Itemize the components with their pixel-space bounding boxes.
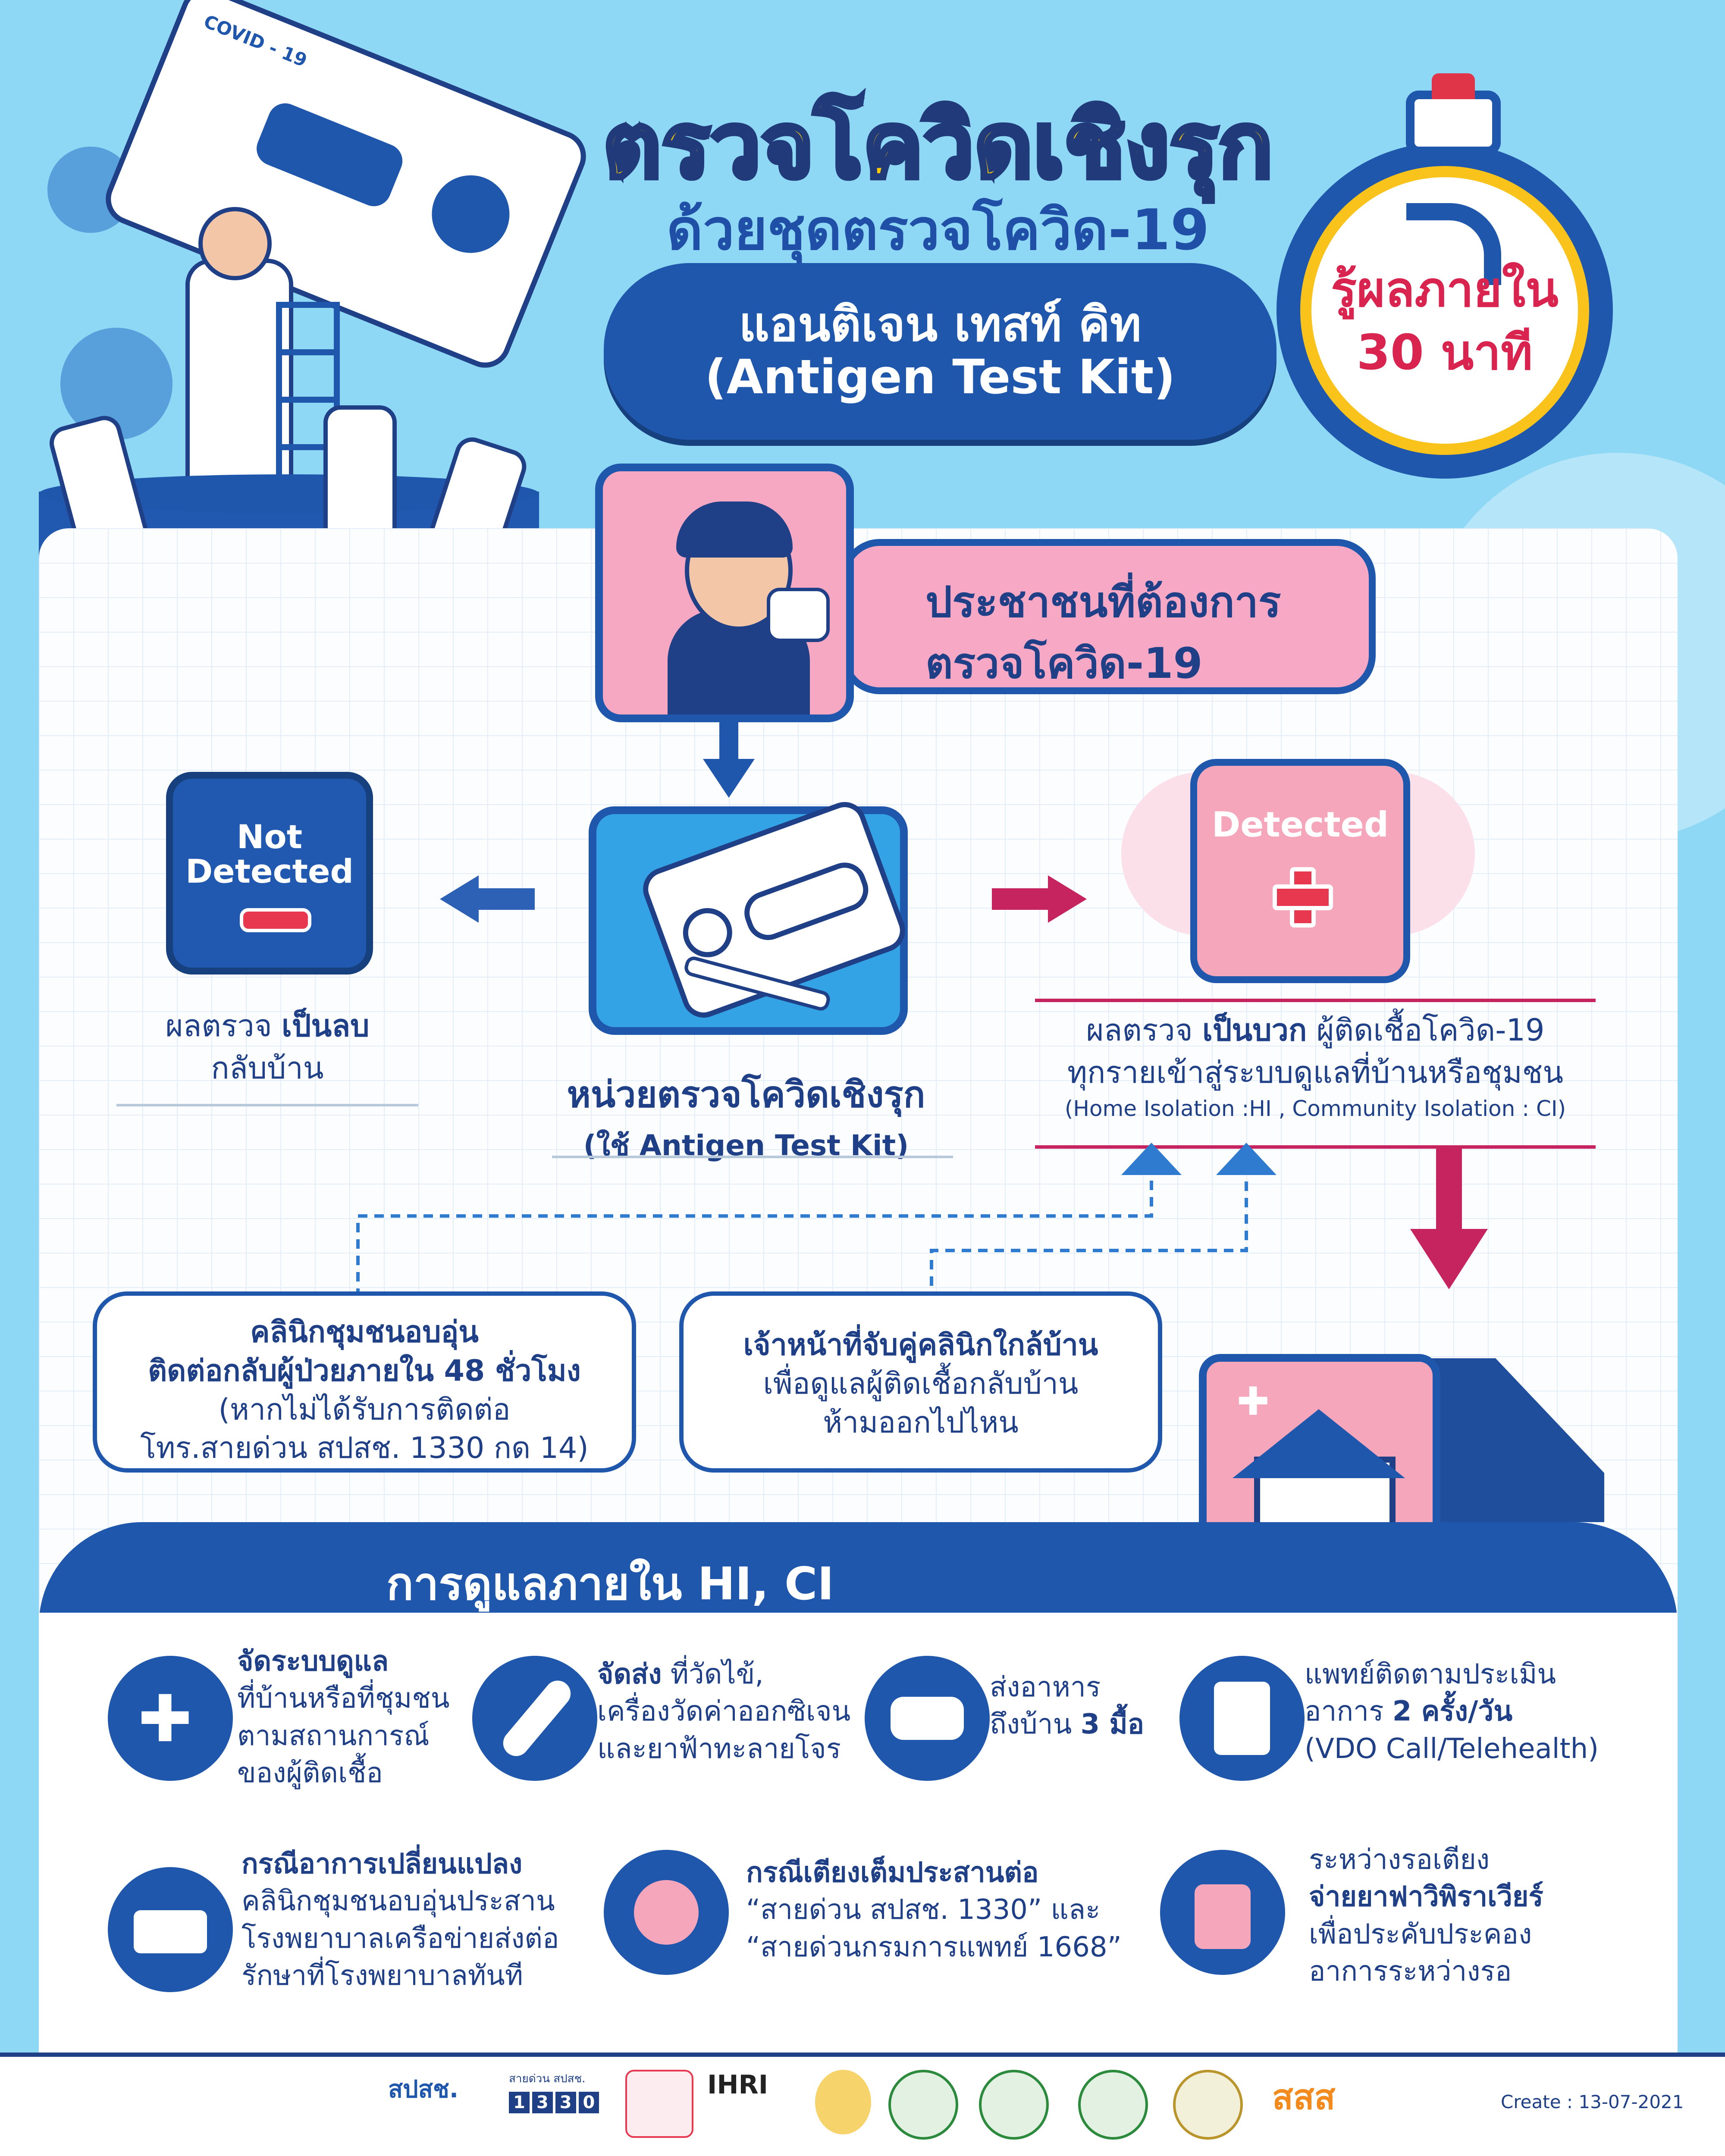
result-time-line1: รู้ผลภายใน [1330, 262, 1559, 318]
doctor-illustration [30, 10, 569, 608]
care-item-5 [242, 1846, 595, 1995]
seal-logo [979, 2070, 1049, 2140]
care-item-3 [990, 1669, 1188, 1743]
result-time [1276, 259, 1613, 384]
detected-card [1190, 759, 1410, 983]
kit-name-thai: แอนติเจน เทสท์ คิท [739, 297, 1142, 352]
care-item-1-line2: ตามสถานการณ์ [237, 1720, 430, 1752]
seal-logo [1173, 2070, 1243, 2140]
positive-line3: (Home Isolation :HI , Community Isolation : CI) [1064, 1096, 1566, 1121]
arrow-right-icon [992, 875, 1087, 923]
clinic-line1: คลินิกชุมชนอบอุ่น [250, 1315, 479, 1349]
thermometer-icon [472, 1656, 597, 1781]
matching-line3: ห้ามออกไปไหน [823, 1405, 1019, 1440]
clinic-matching-bubble [679, 1291, 1162, 1473]
hotline-logo [509, 2070, 608, 2134]
matching-line2: เพื่อดูแลผู้ติดเชื้อกลับบ้าน [763, 1366, 1079, 1401]
clinic-callback-bubble [93, 1291, 636, 1473]
hotline-digit: 3 [532, 2092, 553, 2113]
arrow-down-icon [703, 716, 755, 798]
care-item-3-line1 [990, 1706, 1188, 1743]
result-time-line2: 30 นาที [1356, 324, 1533, 381]
result-window [251, 98, 408, 212]
doctor-head [198, 207, 272, 280]
care-item-7-lead: ระหว่างรอเตียง [1309, 1844, 1490, 1876]
care-item-2-bold: จัดส่ง [597, 1658, 662, 1690]
care-item-5-bold: กรณีอาการเปลี่ยนแปลง [242, 1848, 523, 1880]
video-call-icon [1179, 1656, 1305, 1781]
positive-result [1005, 1009, 1626, 1124]
nhso-logo [388, 2070, 487, 2134]
positive-result-prefix: ผลตรวจ [1086, 1012, 1202, 1048]
care-item-3-bold: 3 มื้อ [1080, 1708, 1145, 1741]
negative-result-bold: เป็นลบ [282, 1008, 370, 1044]
care-item-4-line2: (VDO Call/Telehealth) [1305, 1733, 1599, 1765]
ihri-logo [707, 2070, 806, 2134]
medical-cross-icon: ✚ [108, 1656, 233, 1781]
stopwatch-timer [1276, 142, 1613, 479]
testing-unit-sub: (ใช้ Antigen Test Kit) [583, 1129, 909, 1162]
clinic-line2: ติดต่อกลับผู้ป่วยภายใน 48 ชั่วโมง [148, 1354, 581, 1388]
care-item-7 [1309, 1841, 1637, 1990]
negative-result [116, 1005, 418, 1089]
seal-logo [1078, 2070, 1148, 2140]
care-item-3-line: ถึงบ้าน [990, 1708, 1081, 1741]
care-item-4-bold: 2 ครั้ง/วัน [1392, 1695, 1513, 1728]
positive-line2: ทุกรายเข้าสู่ระบบดูแลที่บ้านหรือชุมชน [1067, 1055, 1564, 1090]
person-hair [676, 501, 793, 558]
thaihealth-logo-text: สสส [1272, 2077, 1336, 2117]
care-item-7-bold: จ่ายยาฟาวิพิราเวียร์ [1309, 1881, 1543, 1913]
seal-logo [888, 2070, 958, 2140]
clinic-matching-text [684, 1326, 1158, 1442]
arrow-left-icon [440, 875, 535, 923]
positive-result-bold: เป็นบวก [1202, 1012, 1307, 1048]
clinic-logo [625, 2070, 693, 2138]
care-item-1-line3: ของผู้ติดเชื้อ [237, 1757, 383, 1789]
care-item-4-pre: อาการ [1305, 1695, 1393, 1728]
care-item-5-line3: รักษาที่โรงพยาบาลทันที [242, 1960, 523, 1992]
divider [116, 1104, 418, 1106]
ambulance-icon [108, 1867, 233, 1992]
negative-result-prefix: ผลตรวจ [165, 1008, 282, 1044]
medicine-bottle-icon [1160, 1850, 1285, 1975]
care-item-5-line2: โรงพยาบาลเครือข่ายส่งต่อ [242, 1922, 559, 1955]
start-label-box [841, 539, 1376, 694]
create-date: Create : 13-07-2021 [1501, 2091, 1684, 2112]
care-section-header [39, 1522, 1678, 1626]
thaihealth-logo [1272, 2070, 1371, 2134]
care-item-6-line2: “สายด่วนกรมการแพทย์ 1668” [746, 1931, 1122, 1963]
care-item-6-line1: “สายด่วน สปสช. 1330” และ [746, 1894, 1101, 1926]
positive-cross-icon [1273, 867, 1333, 928]
food-box-icon [865, 1656, 990, 1781]
test-label: COVID - 19 [201, 10, 310, 72]
stopwatch-knob [1406, 91, 1501, 155]
negative-line-icon [240, 908, 311, 932]
negative-action: กลับบ้าน [211, 1050, 324, 1086]
start-label-line1: ประชาชนที่ต้องการ [925, 578, 1281, 627]
kit-name-english: (Antigen Test Kit) [705, 349, 1176, 404]
ihri-logo-text: IHRI [707, 2070, 768, 2100]
negative-result-line [116, 1005, 418, 1047]
antigen-kit-image [589, 806, 908, 1035]
care-item-2 [597, 1656, 865, 1767]
care-item-2-line1: เครื่องวัดค่าออกซิเจน [597, 1695, 851, 1728]
arrow-down-red-icon [1410, 1147, 1488, 1289]
matching-line1: เจ้าหน้าที่จับคู่คลินิกใกล้บ้าน [743, 1328, 1098, 1362]
hotline-digits [509, 2092, 608, 2113]
nhso-logo-text: สปสช. [388, 2075, 459, 2103]
subtitle: ด้วยชุดตรวจโควิด-19 [666, 197, 1210, 263]
testing-unit-title: หน่วยตรวจโควิดเชิงรุก [567, 1073, 925, 1116]
care-item-6 [746, 1854, 1169, 1966]
care-item-2-line2: และยาฟ้าทะลายโจร [597, 1733, 841, 1765]
result-window-icon [738, 856, 874, 946]
care-item-1-line1: ที่บ้านหรือที่ชุมชน [237, 1683, 450, 1715]
clinic-callback-text [97, 1313, 632, 1468]
care-item-4-line1 [1305, 1693, 1632, 1730]
start-label [925, 572, 1281, 694]
tissue-icon [767, 588, 830, 642]
hotline-digit: 0 [579, 2092, 599, 2113]
hotline-digit: 1 [509, 2092, 530, 2113]
seal-logo [815, 2070, 871, 2134]
care-item-1-bold: จัดระบบดูแล [237, 1645, 389, 1677]
care-item-5-line1: คลินิกชุมชนอบอุ่นประสาน [242, 1885, 555, 1918]
plus-icon: ✚ [1237, 1379, 1270, 1424]
connector-lines [345, 1143, 1294, 1307]
care-item-6-bold: กรณีเตียงเต็มประสานต่อ [746, 1857, 1039, 1889]
start-label-line2: ตรวจโควิด-19 [925, 639, 1203, 689]
care-section-title: การดูแลภายใน HI, CI [386, 1557, 834, 1610]
care-item-4-lead: แพทย์ติดตามประเมิน [1305, 1658, 1556, 1690]
care-item-7-line2: อาการระหว่างรอ [1309, 1955, 1512, 1988]
phone-call-icon [604, 1850, 729, 1975]
care-item-4 [1305, 1656, 1632, 1767]
sample-well [420, 163, 521, 264]
care-item-2-line0 [597, 1656, 865, 1693]
clinic-line4: โทร.สายด่วน สปสช. 1330 กด 14) [140, 1431, 589, 1466]
divider-top [1035, 999, 1596, 1002]
main-title: ตรวจโควิดเชิงรุก [602, 93, 1273, 198]
coughing-person-image [595, 464, 854, 722]
not-detected-label: Not Detected [185, 818, 354, 890]
sample-well-icon [676, 901, 739, 964]
positive-result-line [1005, 1009, 1626, 1051]
care-item-1 [237, 1643, 479, 1792]
care-item-3-lead: ส่งอาหาร [990, 1671, 1101, 1703]
care-item-2-lead: ที่วัดไข้, [662, 1658, 764, 1690]
detected-label: Detected [1211, 805, 1389, 845]
hotline-digit: 3 [555, 2092, 576, 2113]
clinic-line3: (หากไม่ได้รับการติดต่อ [218, 1392, 511, 1427]
kit-name-banner [604, 263, 1276, 440]
not-detected-card [166, 772, 373, 975]
hotline-label: สายด่วน สปสช. [509, 2072, 586, 2085]
positive-result-suffix: ผู้ติดเชื้อโควิด-19 [1307, 1012, 1545, 1048]
care-item-7-line1: เพื่อประคับประคอง [1309, 1918, 1532, 1950]
